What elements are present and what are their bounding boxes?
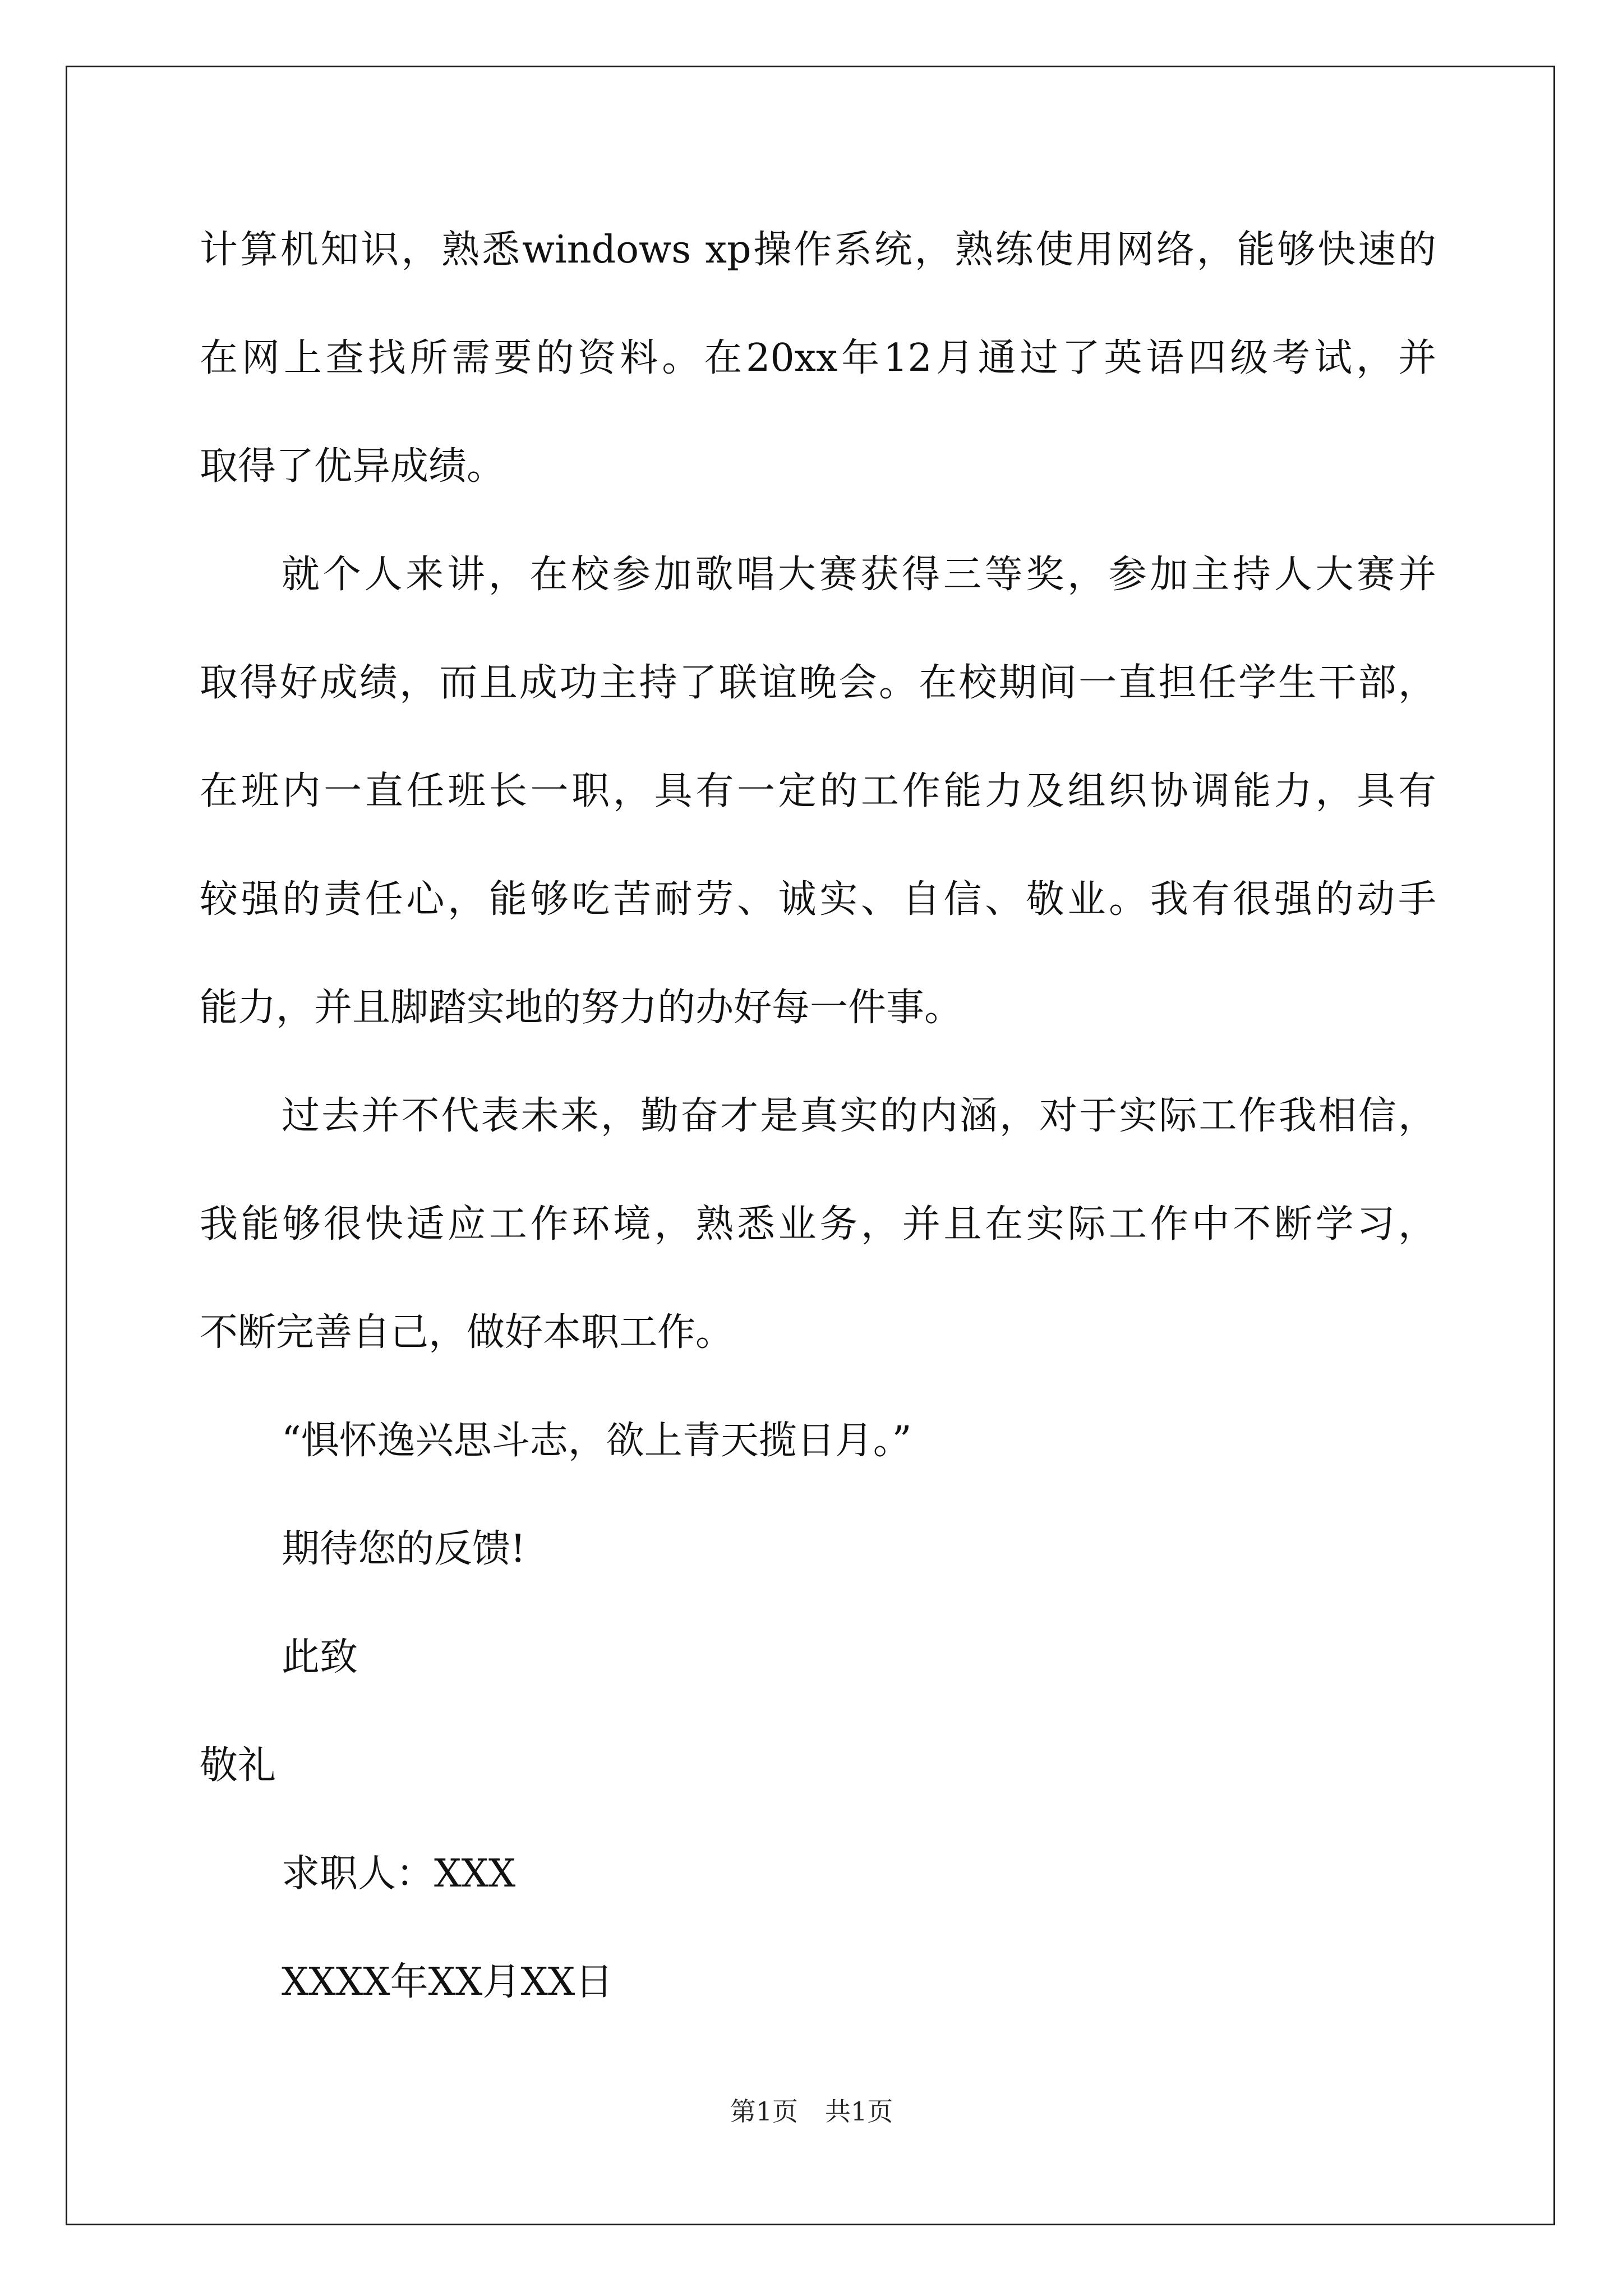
paragraph-line: 计算机知识，熟悉windows xp操作系统，熟练使用网络，能够快速的 xyxy=(200,228,1436,272)
page-total: 共1页 xyxy=(825,2096,893,2127)
signature-line: 求职人：XXX xyxy=(282,1852,516,1896)
page-number: 第1页 xyxy=(730,2096,798,2127)
paragraph-line: 较强的责任心，能够吃苦耐劳、诚实、自信、敬业。我有很强的动手 xyxy=(200,877,1436,922)
paragraph-line: 我能够很快适应工作环境，熟悉业务，并且在实际工作中不断学习， xyxy=(200,1202,1436,1246)
page-border xyxy=(66,66,1555,2225)
salutation-line: 此致 xyxy=(282,1635,358,1680)
page-footer xyxy=(0,2095,1623,2128)
paragraph-line: 过去并不代表未来，勤奋才是真实的内涵，对于实际工作我相信， xyxy=(282,1094,1436,1138)
paragraph-line: 取得好成绩，而且成功主持了联谊晚会。在校期间一直担任学生干部， xyxy=(200,661,1436,705)
date-line: XXXX年XX月XX日 xyxy=(282,1960,614,2004)
paragraph-line: 在班内一直任班长一职，具有一定的工作能力及组织协调能力，具有 xyxy=(200,769,1436,813)
paragraph-line: 在网上查找所需要的资料。在20xx年12月通过了英语四级考试，并 xyxy=(200,336,1436,380)
salutation-line: 敬礼 xyxy=(200,1743,276,1788)
paragraph-line: 取得了优异成绩。 xyxy=(200,444,505,489)
closing-line: 期待您的反馈! xyxy=(282,1527,526,1571)
paragraph-line: 能力，并且脚踏实地的努力的办好每一件事。 xyxy=(200,986,963,1030)
paragraph-line: 不断完善自己，做好本职工作。 xyxy=(200,1310,734,1355)
paragraph-line: 就个人来讲，在校参加歌唱大赛获得三等奖，参加主持人大赛并 xyxy=(282,553,1436,597)
quote-line: “惧怀逸兴思斗志，欲上青天揽日月。” xyxy=(282,1419,912,1463)
